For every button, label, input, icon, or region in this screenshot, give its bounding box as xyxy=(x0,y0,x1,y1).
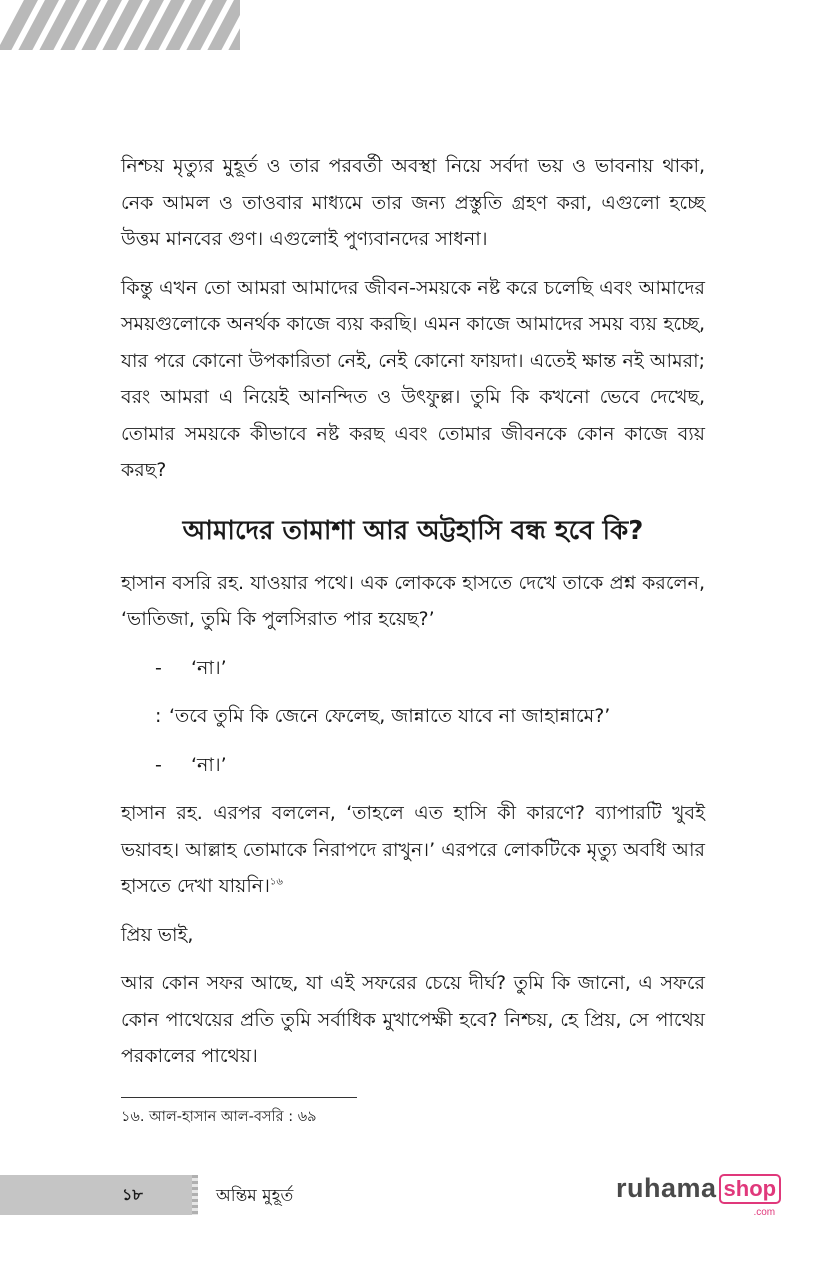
paragraph-4 xyxy=(121,795,705,905)
book-title: অন্তিম মুহূর্ত xyxy=(216,1186,294,1206)
footnote: ১৬. আল-হাসান আল-বসরি : ৬৯ xyxy=(121,1109,317,1125)
logo-shop-text: shop xyxy=(719,1174,782,1204)
logo-ruhama-text: ruhama xyxy=(616,1173,717,1203)
paragraph-1: নিশ্চয় মৃত্যুর মুহূর্ত ও তার পরবর্তী অবস্থা নিয়ে সর্বদা ভয় ও ভাবনায় থাকা, নেক আমল ও তাওবার মাধ্যমে তার জন্য প্রস্তুতি গ্রহণ করা, এগুলো হচ্ছে উত্তম মানবের গুণ। এগুলোই পুণ্যবানদের সাধনা। xyxy=(121,155,705,250)
page-number: ১৮ xyxy=(122,1184,143,1204)
header-stripes-decoration xyxy=(0,0,240,50)
logo-com-text: .com xyxy=(753,1207,776,1218)
dialogue-line-3 xyxy=(155,747,705,784)
dialogue-text: ‘না।’ xyxy=(191,753,227,776)
paragraph-6: আর কোন সফর আছে, যা এই সফরের চেয়ে দীর্ঘ? তুমি কি জানো, এ সফরে কোন পাথেয়ের প্রতি তুমি সর্বাধিক মুখাপেক্ষী হবে? নিশ্চয়, হে প্রিয়, সে পাথেয় পরকালের পাথেয়। xyxy=(121,972,705,1067)
dialogue-text: ‘না।’ xyxy=(191,656,227,679)
section-heading: আমাদের তামাশা আর অট্টহাসি বন্ধ হবে কি? xyxy=(182,515,644,546)
ruhamashop-logo[interactable] xyxy=(616,1173,781,1218)
dialogue-colon: : xyxy=(155,705,162,727)
dialogue-line-2 xyxy=(155,698,705,735)
footnote-reference[interactable]: ১৬ xyxy=(269,876,283,888)
dialogue-line-1 xyxy=(155,650,705,687)
footnote-divider xyxy=(121,1097,357,1098)
paragraph-3: হাসান বসরি রহ. যাওয়ার পথে। এক লোককে হাসতে দেখে তাকে প্রশ্ন করলেন, ‘ভাতিজা, তুমি কি পুলসিরাত পার হয়েছ?’ xyxy=(121,571,705,630)
dialogue-text: ‘তবে তুমি কি জেনে ফেলেছ, জান্নাতে যাবে না জাহান্নামে?’ xyxy=(169,705,611,727)
page-body xyxy=(121,148,705,1087)
paragraph-5: প্রিয় ভাই, xyxy=(121,923,194,946)
footer-bar-edge-decoration xyxy=(192,1175,198,1215)
footer-page-bar xyxy=(0,1175,192,1215)
dialogue-dash: - xyxy=(155,753,162,776)
paragraph-2: কিন্তু এখন তো আমরা আমাদের জীবন-সময়কে নষ্ট করে চলেছি এবং আমাদের সময়গুলোকে অনর্থক কাজে ব্যয় করছি। এমন কাজে আমাদের সময় ব্যয় হচ্ছে, যার পরে কোনো উপকারিতা নেই, নেই কোনো ফায়দা। এতেই ক্ষান্ত নই আমরা; বরং আমরা এ নিয়েই আনন্দিত ও উৎফুল্ল। তুমি কি কখনো ভেবে দেখেছ, তোমার সময়কে কীভাবে নষ্ট করছ এবং তোমার জীবনকে কোন কাজে ব্যয় করছ? xyxy=(121,276,705,481)
paragraph-4-text: হাসান রহ. এরপর বললেন, ‘তাহলে এত হাসি কী কারণে? ব্যাপারটি খুবই ভয়াবহ। আল্লাহ তোমাকে নিরাপদে রাখুন।’ এরপরে লোকটিকে মৃত্যু অবধি আর হাসতে দেখা যায়নি। xyxy=(121,802,705,897)
dialogue-dash: - xyxy=(155,656,162,679)
